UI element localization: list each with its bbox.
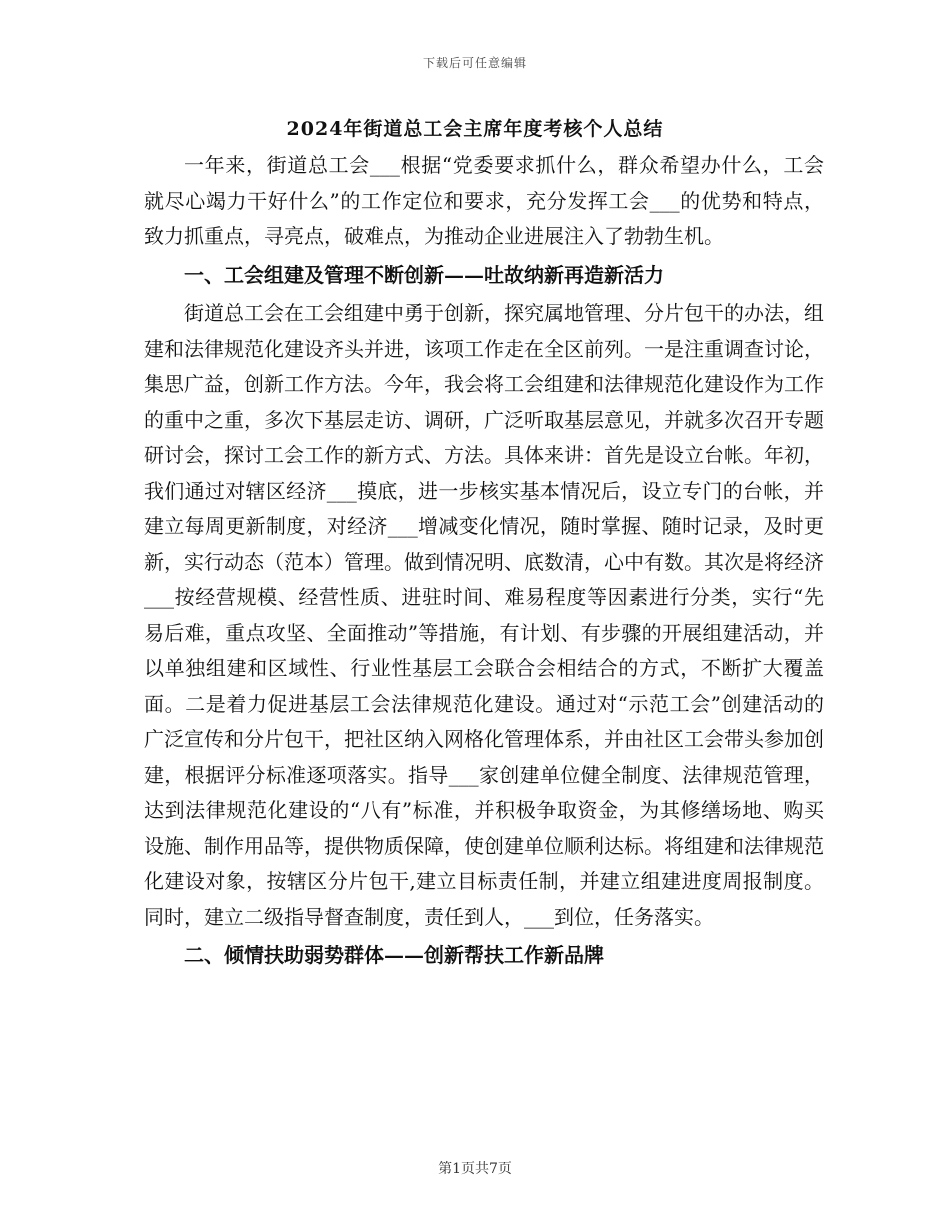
section-2-heading: 二、倾情扶助弱势群体——创新帮扶工作新品牌 bbox=[184, 943, 604, 967]
document-body bbox=[144, 148, 824, 977]
section-1-heading: 一、工会组建及管理不断创新——吐故纳新再造新活力 bbox=[184, 262, 664, 287]
header-note: 下载后可任意编辑 bbox=[422, 56, 527, 70]
section-1-paragraph: 街道总工会在工会组建中勇于创新，探究属地管理、分片包干的办法，组建和法律规范化建设齐头并进，该项工作走在全区前列。一是注重调查讨论，集思广益，创新工作方法。今年，我会将工会组建和法律规范化建设作为工作的重中之重，多次下基层走访、调研，广泛听取基层意见，并就多次召开专题研讨会，探讨工会工作的新方式、方法。具体来讲：首先是设立台帐。年初，我们通过对辖区经济___摸底，进一步核实基本情况后，设立专门的台帐，并建立每周更新制度，对经济___增减变化情况，随时掌握、随时记录，及时更新，实行动态（范本）管理。做到情况明、底数清，心中有数。其次是将经济___按经营规模、经营性质、进驻时间、难易程度等因素进行分类，实行“先易后难，重点攻坚、全面推动”等措施，有计划、有步骤的开展组建活动，并以单独组建和区域性、行业性基层工会联合会相结合的方式，不断扩大覆盖面。二是着力促进基层工会法律规范化建设。通过对“示范工会”创建活动的广泛宣传和分片包干，把社区纳入网格化管理体系，并由社区工会带头参加创建，根据评分标准逐项落实。指导___家创建单位健全制度、法律规范管理，达到法律规范化建设的“八有”标准，并积极争取资金，为其修缮场地、购买设施、制作用品等，提供物质保障，使创建单位顺利达标。将组建和法律规范化建设对象，按辖区分片包干,建立目标责任制，并建立组建进度周报制度。同时，建立二级指导督查制度，责任到人，___到位，任务落实。 bbox=[144, 301, 824, 929]
intro-paragraph: 一年来，街道总工会___根据“党委要求抓什么，群众希望办什么，工会就尽心竭力干好什么”的工作定位和要求，充分发挥工会___的优势和特点，致力抓重点，寻亮点，破难点，为推动企业进展注入了勃勃生机。 bbox=[144, 153, 824, 248]
page-indicator: 第1页共7页 bbox=[438, 1161, 512, 1177]
document-title: 2024年街道总工会主席年度考核个人总结 bbox=[286, 118, 664, 140]
